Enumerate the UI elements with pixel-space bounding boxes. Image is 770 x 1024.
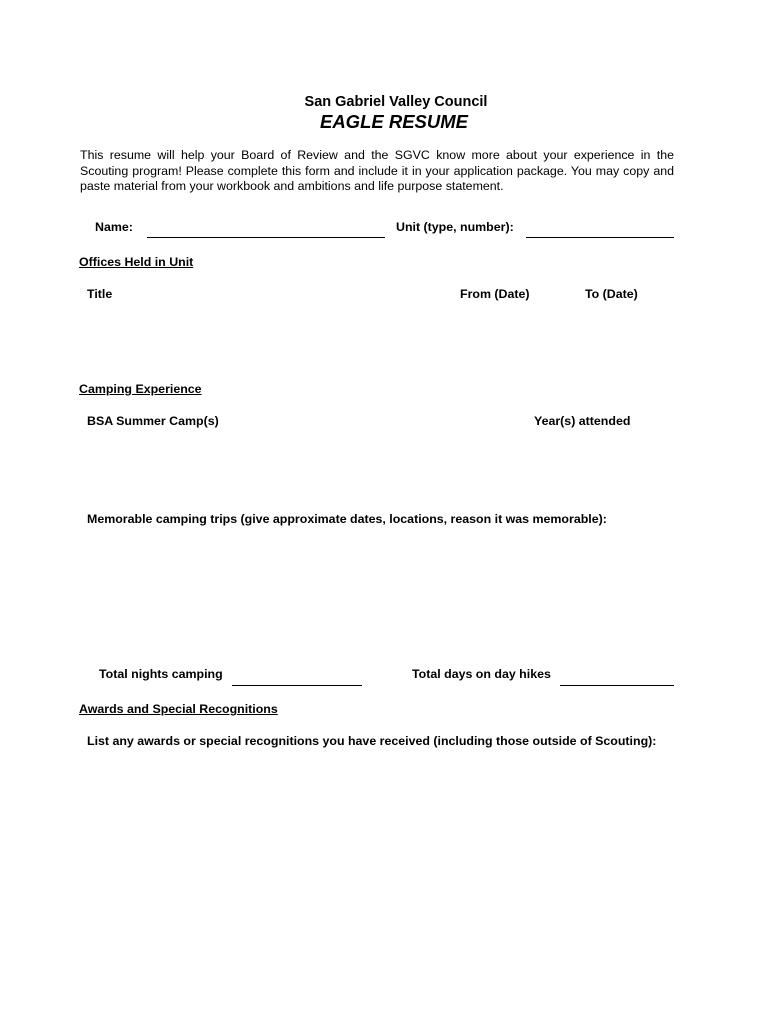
offices-from-column: From (Date) [460, 287, 530, 301]
awards-heading: Awards and Special Recognitions [79, 702, 278, 716]
name-label: Name: [95, 220, 133, 234]
total-nights-label: Total nights camping [99, 667, 223, 681]
intro-paragraph: This resume will help your Board of Review and the SGVC know more about your experience in the Scouting program! Please complete this form and include it in your application package. You may copy and paste material from your workbook and ambitions and life purpose statement. [80, 148, 674, 194]
years-attended-column: Year(s) attended [534, 414, 631, 428]
memorable-trips-label: Memorable camping trips (give approximate dates, locations, reason it was memorable): [87, 512, 607, 526]
summer-camp-column: BSA Summer Camp(s) [87, 414, 219, 428]
unit-field[interactable] [526, 237, 674, 238]
unit-label: Unit (type, number): [396, 220, 514, 234]
total-days-label: Total days on day hikes [412, 667, 551, 681]
name-field[interactable] [147, 237, 385, 238]
council-name: San Gabriel Valley Council [304, 94, 488, 110]
total-days-field[interactable] [560, 685, 674, 686]
awards-prompt: List any awards or special recognitions you have received (including those outside of Scouting): [87, 734, 657, 748]
offices-title-column: Title [87, 287, 113, 301]
page-title: EAGLE RESUME [319, 111, 469, 132]
offices-to-column: To (Date) [585, 287, 638, 301]
total-nights-field[interactable] [232, 685, 362, 686]
offices-heading: Offices Held in Unit [79, 255, 194, 269]
camping-heading: Camping Experience [79, 382, 202, 396]
